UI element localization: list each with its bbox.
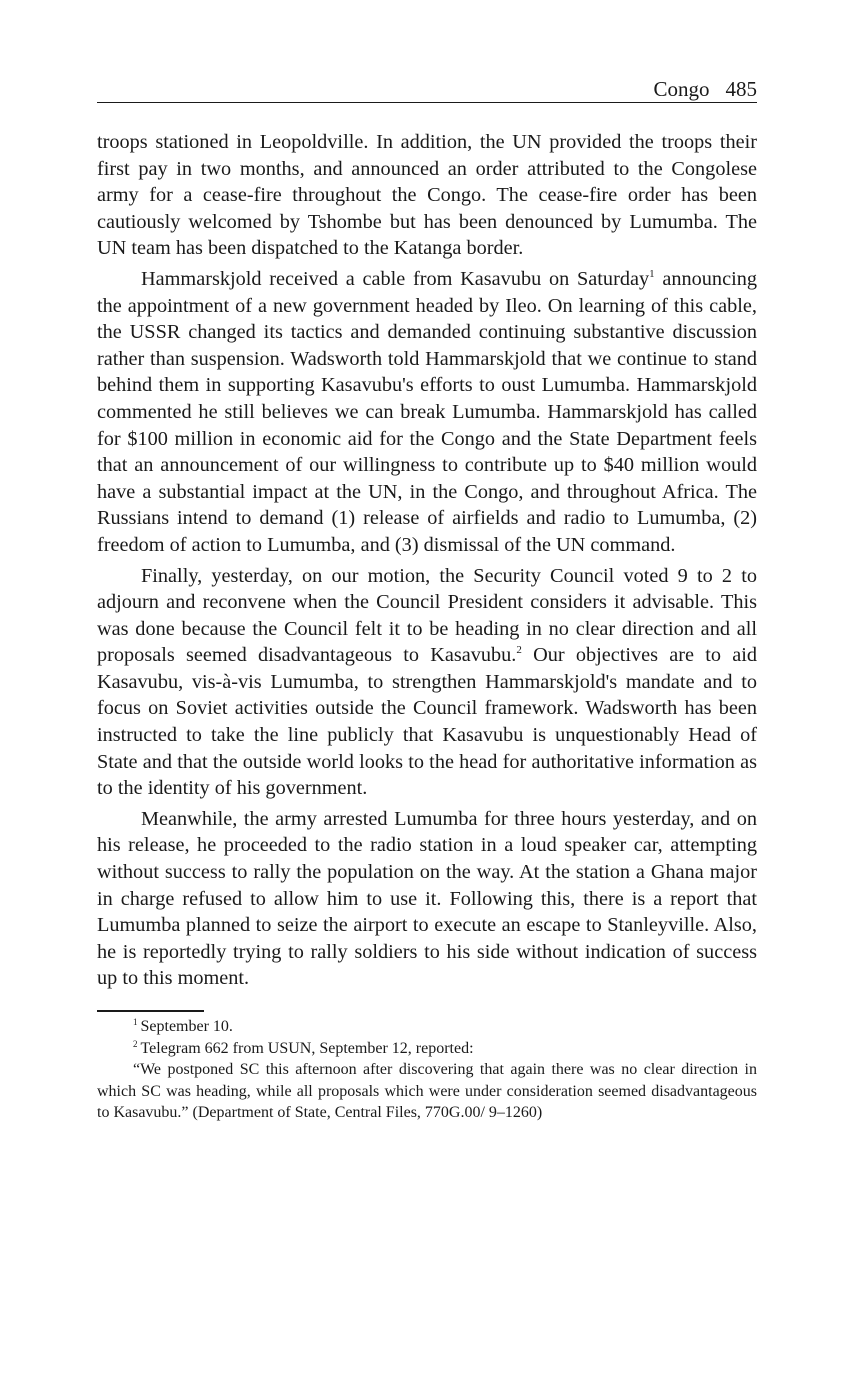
paragraph-2-start: Hammarskjold received a cable from Kasavubu on Saturday	[141, 267, 650, 290]
paragraph-4: Meanwhile, the army arrested Lumumba for three hours yesterday, and on his release, he proceeded to the radio station in a loud speaker car, attempting without success to rally the population on the way. At the station a Ghana major in charge refused to allow him to use it. Following this, there is a report that Lumumba planned to seize the airport to execute an escape to Stanleyville. Also, he is reportedly trying to rally soldiers to his side without indication of success up to this moment.	[97, 807, 757, 990]
footnote-2-mark: 2	[133, 1038, 138, 1049]
paragraph-3-start: Finally, yesterday, on our motion, the Security Council voted 9 to 2 to adjourn and reconvene when the Council President considers it advisable. This was done because the Council felt it to be heading in no clear direction and all proposals seemed disadvantageous to Kasavubu.	[97, 564, 757, 667]
running-head	[97, 78, 757, 103]
paragraph-2	[97, 266, 757, 559]
footnote-divider	[97, 1010, 204, 1012]
footnote-1-mark: 1	[133, 1017, 138, 1027]
body-text	[97, 129, 757, 992]
footnote-2-quote-text: “We postponed SC this afternoon after discovering that again there was no clear direction in which SC was heading, while all proposals which were under consideration seemed disadvantageous to Kasavubu.” (Department of State, Central Files, 770G.00/ 9–1260)	[97, 1061, 757, 1121]
footnote-2-quote	[97, 1059, 757, 1124]
footnote-1-text: September 10.	[140, 1018, 233, 1035]
footnotes	[97, 1016, 757, 1124]
paragraph-3-end: Our objectives are to aid Kasavubu, vis-à-vis Lumumba, to strengthen Hammarskjold's mandate and to focus on Soviet activities outside the Council framework. Wadsworth has been instructed to take the line publicly that Kasavubu is unquestionably Head of State and that the outside world looks to the head for authoritative information as to the identity of his government.	[97, 644, 757, 800]
paragraph-1: troops stationed in Leopoldville. In addition, the UN provided the troops their first pay in two months, and announced an order attributed to the Congolese army for a cease-fire throughout the Congo. The cease-fire order has been cautiously welcomed by Tshombe but has been denounced by Lumumba. The UN team has been dispatched to the Katanga border.	[97, 131, 757, 260]
paragraph-2-end: announcing the appointment of a new government headed by Ileo. On learning of this cable, the USSR changed its tactics and demanded continuing substantive discussion rather than suspension. Wadsworth told Hammarskjold that we continue to stand behind them in supporting Kasavubu's efforts to oust Lumumba. Hammarskjold commented he still believes we can break Lumumba. Hammarskjold has called for $100 million in economic aid for the Congo and the State Department feels that an announcement of our willingness to contribute up to $40 million would have a substantial impact at the UN, in the Congo, and throughout Africa. The Russians intend to demand (1) release of airfields and radio to Lumumba, (2) freedom of action to Lumumba, and (3) dismissal of the UN command.	[97, 267, 757, 556]
paragraph-3	[97, 563, 757, 802]
footnote-ref-2: 2	[516, 644, 522, 657]
footnote-2	[97, 1038, 757, 1060]
footnote-2-text: Telegram 662 from USUN, September 12, reported:	[140, 1039, 474, 1057]
page-number: 485	[725, 77, 757, 101]
footnote-ref-1: 1	[649, 267, 655, 280]
footnote-1	[97, 1016, 757, 1038]
running-head-title: Congo	[653, 77, 710, 101]
document-page	[97, 78, 757, 1124]
